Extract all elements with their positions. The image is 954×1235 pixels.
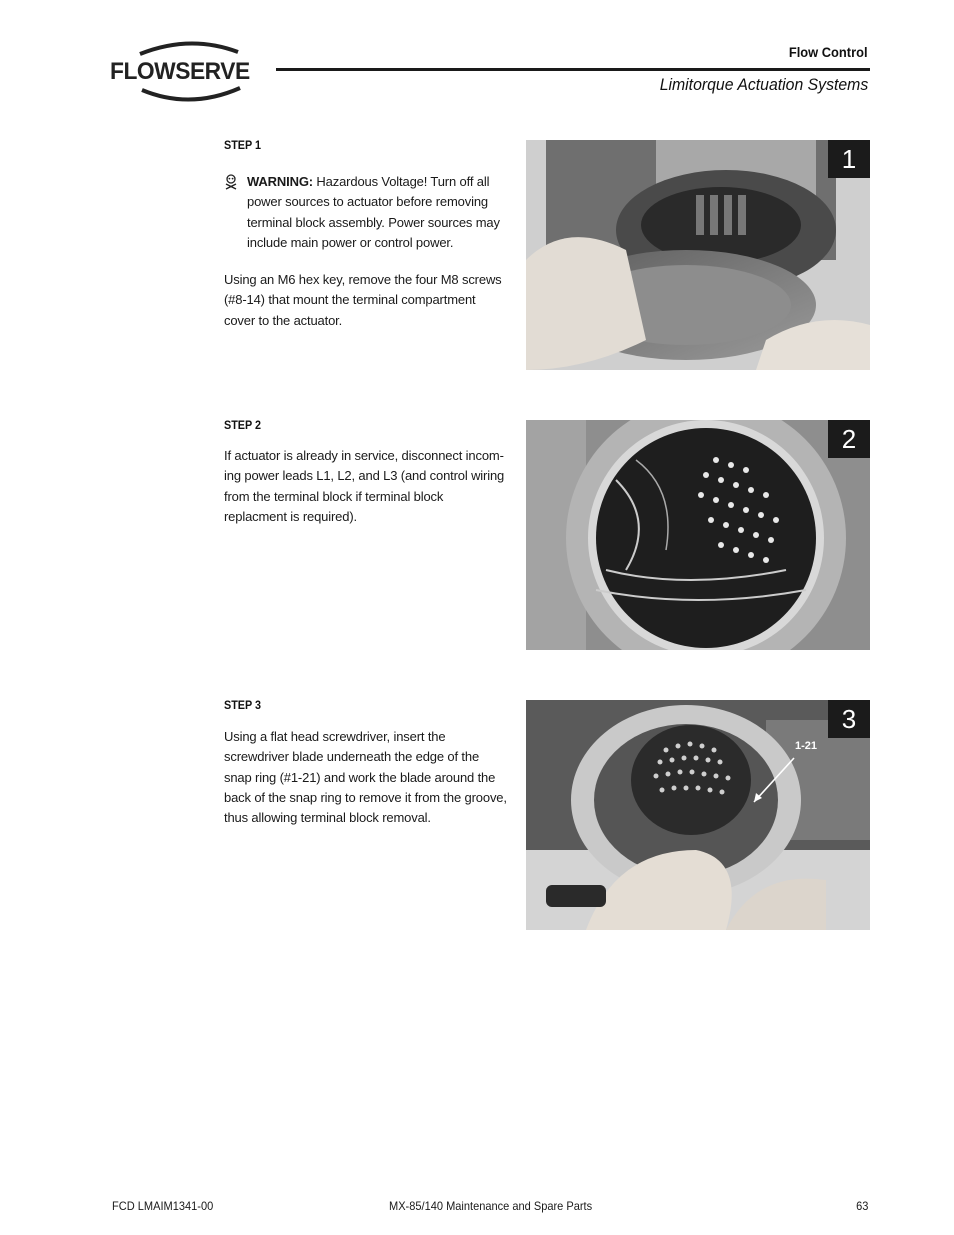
step-3-title: STEP 3 xyxy=(224,698,262,712)
step-1-title: STEP 1 xyxy=(224,138,262,152)
page-number: 63 xyxy=(855,1199,868,1213)
figure-badge-1: 1 xyxy=(828,140,870,178)
cover-removal-image xyxy=(526,140,870,370)
warning-text: Hazardous Voltage! Turn off all power sources to actuator before removing terminal block assembly. Power sources may include main power or control power. xyxy=(247,174,500,250)
step-1-photo xyxy=(526,140,870,370)
header-rule xyxy=(276,68,870,71)
section-subtitle: Limitorque Actuation Systems xyxy=(659,75,868,94)
step-2-photo xyxy=(526,420,870,650)
figure-badge-2: 2 xyxy=(828,420,870,458)
section-title: Flow Control xyxy=(789,44,868,60)
warning-label: WARNING: xyxy=(247,174,313,189)
footer-doc-title: MX-85/140 Maintenance and Spare Parts xyxy=(389,1199,593,1213)
step-3-text: Using a flat head screwdriver, insert the screwdriver blade underneath the edge of the snap ring (#1-21) and work the blade around the back of the snap ring to remove it from the groove, thus allowing terminal block removal. xyxy=(224,729,507,826)
skull-crossbones-icon xyxy=(224,174,238,190)
flowserve-logo xyxy=(110,40,270,102)
snap-ring-callout: 1-21 xyxy=(795,740,818,752)
footer-doc-code: FCD LMAIM1341-00 xyxy=(112,1199,214,1213)
figure-badge-3: 3 xyxy=(828,700,870,738)
step-2-title: STEP 2 xyxy=(224,418,262,432)
snap-ring-removal-image xyxy=(526,700,870,930)
wiring-compartment-image xyxy=(526,420,870,650)
step-1-text: Using an M6 hex key, remove the four M8 screws (#8-14) that mount the terminal compartment cover to the actuator. xyxy=(224,272,502,328)
logo-text: FLOWSERVE xyxy=(110,58,250,85)
step-3-photo xyxy=(526,700,870,930)
step-2-text: If actuator is already in service, disconnect incom-ing power leads L1, L2, and L3 (and control wiring from the terminal block if terminal block replacment is required). xyxy=(224,448,505,524)
